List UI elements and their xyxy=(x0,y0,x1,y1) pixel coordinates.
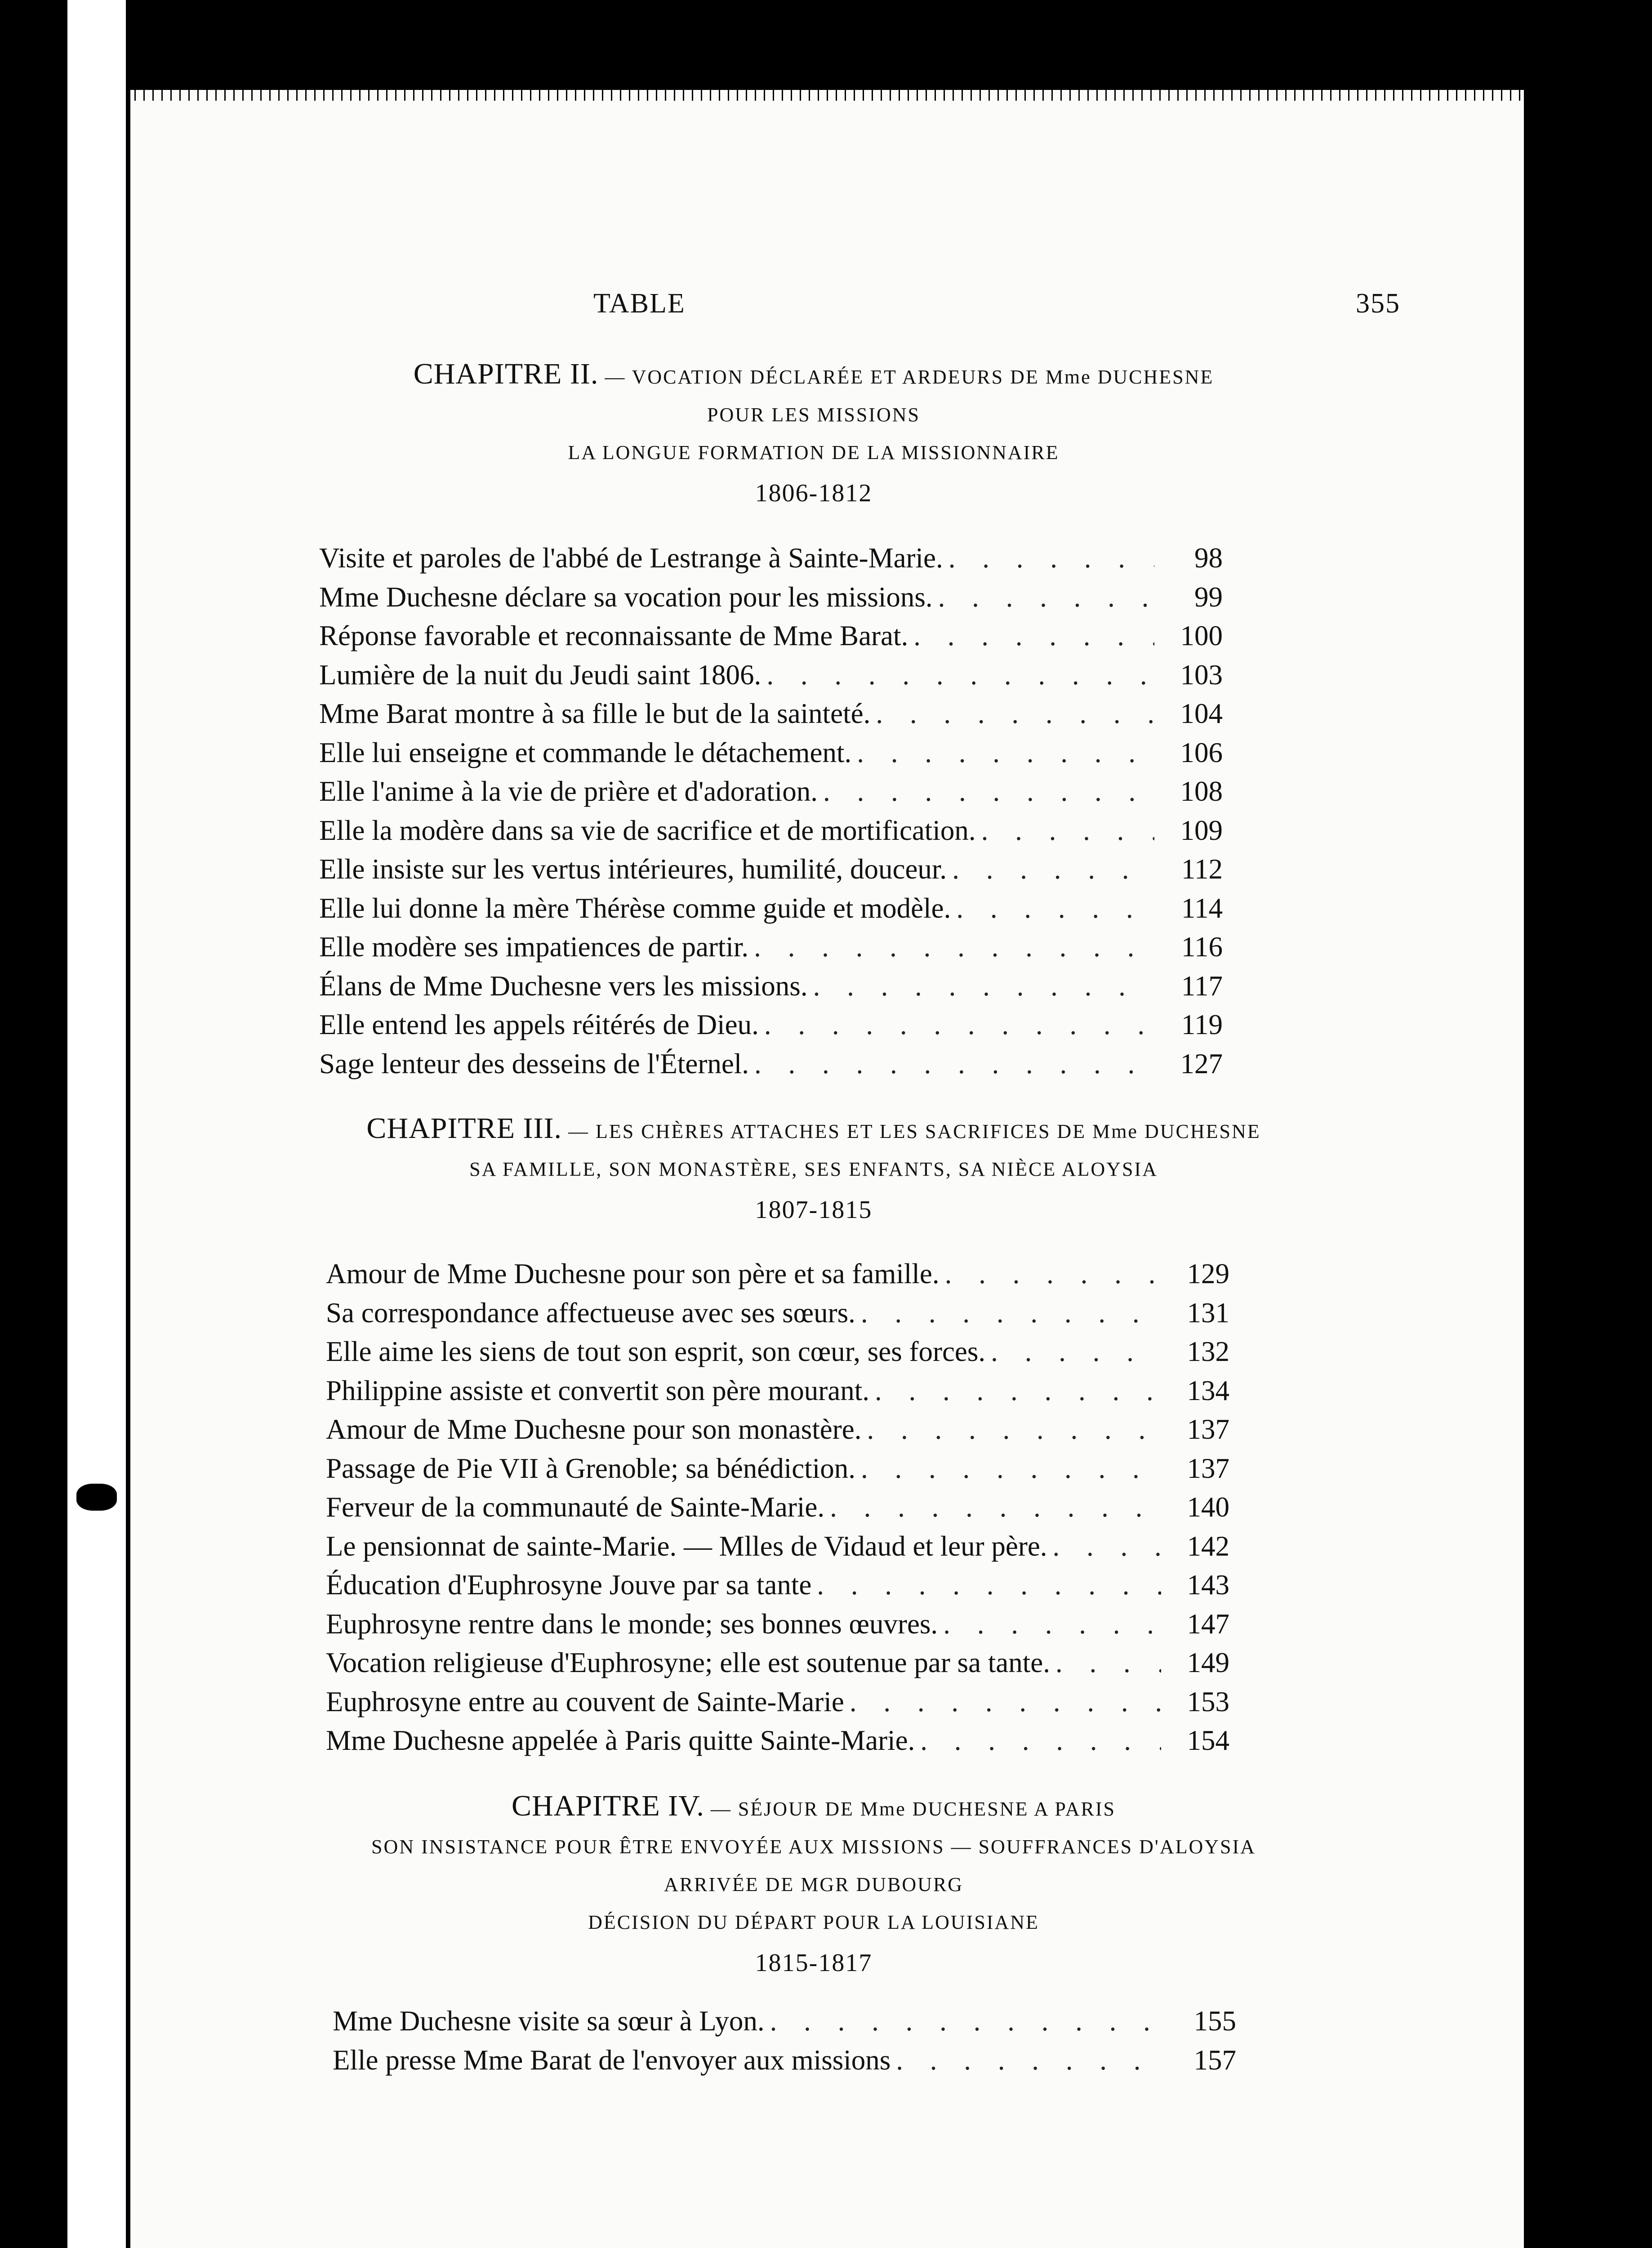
toc-entry-page: 131 xyxy=(1187,1297,1229,1329)
toc-entry xyxy=(319,850,1223,889)
toc-entry xyxy=(319,772,1223,811)
toc-entry-page: 140 xyxy=(1187,1491,1229,1523)
toc-entry-text: Elle lui enseigne et commande le détachement. xyxy=(319,736,852,768)
toc-entry-page: 137 xyxy=(1187,1414,1229,1445)
toc-entry-text: Vocation religieuse d'Euphrosyne; elle est soutenue par sa tante. xyxy=(326,1647,1050,1678)
dot-leader xyxy=(754,928,1154,967)
toc-entry-page: 99 xyxy=(1194,581,1223,613)
running-title: TABLE xyxy=(593,288,686,319)
toc-entry-page: 112 xyxy=(1181,853,1223,885)
chapter-2-subtitle-1: — VOCATION DÉCLARÉE ET ARDEURS DE Mme DUCHESNE xyxy=(605,366,1214,388)
toc-entry-page: 129 xyxy=(1187,1258,1229,1289)
toc-entry-text: Euphrosyne rentre dans le monde; ses bonnes œuvres. xyxy=(326,1608,938,1640)
chapter-4-title-line xyxy=(315,1787,1313,1828)
toc-entry xyxy=(319,889,1223,928)
toc-entry xyxy=(319,1005,1223,1044)
dot-leader xyxy=(956,889,1154,928)
dot-leader xyxy=(875,1371,1161,1410)
toc-entry-text: Elle la modère dans sa vie de sacrifice et de mortification. xyxy=(319,814,976,846)
toc-entry-text: Sa correspondance affectueuse avec ses sœurs. xyxy=(326,1297,855,1329)
dot-leader xyxy=(991,1332,1161,1371)
toc-entry-text: Mme Duchesne visite sa sœur à Lyon. xyxy=(333,2005,765,2037)
ink-blot xyxy=(76,1484,117,1511)
toc-entry-page: 106 xyxy=(1180,736,1223,768)
chapter-4-subtitle-1: — SÉJOUR DE Mme DUCHESNE A PARIS xyxy=(710,1798,1116,1820)
toc-entry-page: 116 xyxy=(1181,931,1223,963)
chapter-4-subtitle-4: DÉCISION DU DÉPART POUR LA LOUISIANE xyxy=(588,1911,1039,1933)
toc-entry-text: Éducation d'Euphrosyne Jouve par sa tante xyxy=(326,1569,812,1601)
toc-entry xyxy=(319,578,1223,617)
toc-entry-page: 117 xyxy=(1181,970,1223,1002)
chapter-3-heading: CHAPITRE III. xyxy=(366,1112,562,1145)
toc-entry xyxy=(326,1682,1229,1722)
dot-leader xyxy=(981,811,1154,850)
toc-entry xyxy=(326,1293,1229,1333)
dot-leader xyxy=(1053,1527,1161,1566)
dot-leader xyxy=(896,2041,1168,2080)
toc-entry xyxy=(326,1371,1229,1410)
toc-entry-text: Ferveur de la communauté de Sainte-Marie. xyxy=(326,1491,825,1523)
dot-leader xyxy=(857,733,1154,772)
toc-entry-page: 119 xyxy=(1181,1009,1223,1040)
dot-leader xyxy=(861,1449,1161,1488)
toc-entry-text: Réponse favorable et reconnaissante de Mme Barat. xyxy=(319,620,908,651)
page-number: 355 xyxy=(1356,288,1400,319)
chapter-4-toc xyxy=(333,2002,1236,2079)
toc-entry xyxy=(326,1449,1229,1488)
toc-entry xyxy=(319,967,1223,1006)
toc-entry-page: 154 xyxy=(1187,1725,1229,1756)
page-top-edge-noise xyxy=(130,90,1524,101)
toc-entry xyxy=(326,1410,1229,1449)
toc-entry-text: Euphrosyne entre au couvent de Sainte-Marie xyxy=(326,1686,844,1717)
toc-entry-page: 134 xyxy=(1187,1374,1229,1406)
toc-entry xyxy=(326,1605,1229,1644)
toc-entry-text: Elle presse Mme Barat de l'envoyer aux missions xyxy=(333,2044,891,2076)
toc-entry xyxy=(326,1332,1229,1371)
toc-entry-text: Elle modère ses impatiences de partir. xyxy=(319,931,749,963)
toc-entry xyxy=(319,616,1223,656)
chapter-2-dates: 1806-1812 xyxy=(755,479,873,507)
toc-entry-page: 108 xyxy=(1180,776,1223,807)
toc-entry-page: 157 xyxy=(1193,2044,1236,2076)
toc-entry xyxy=(333,2041,1236,2080)
dot-leader xyxy=(867,1410,1161,1449)
toc-entry-page: 147 xyxy=(1187,1608,1229,1640)
toc-entry-page: 100 xyxy=(1180,620,1223,651)
chapter-2-subtitle-3: LA LONGUE FORMATION DE LA MISSIONNAIRE xyxy=(568,442,1060,464)
toc-entry-text: Elle aime les siens de tout son esprit, son cœur, ses forces. xyxy=(326,1336,986,1367)
toc-entry-text: Philippine assiste et convertit son père mourant. xyxy=(326,1374,869,1406)
chapter-3-dates: 1807-1815 xyxy=(755,1196,873,1224)
dot-leader xyxy=(770,2002,1168,2041)
chapter-4-heading: CHAPITRE IV. xyxy=(512,1789,704,1822)
chapter-4-heading-block xyxy=(315,1787,1313,1985)
toc-entry xyxy=(319,539,1223,578)
dot-leader xyxy=(945,1254,1161,1293)
toc-entry xyxy=(333,2002,1236,2041)
toc-entry-page: 153 xyxy=(1187,1686,1229,1717)
toc-entry xyxy=(319,694,1223,733)
toc-entry-text: Amour de Mme Duchesne pour son monastère. xyxy=(326,1414,862,1445)
toc-entry-page: 98 xyxy=(1194,542,1223,574)
toc-entry xyxy=(319,928,1223,967)
toc-entry-page: 137 xyxy=(1187,1452,1229,1484)
toc-entry-text: Passage de Pie VII à Grenoble; sa bénédiction. xyxy=(326,1452,855,1484)
toc-entry-text: Elle lui donne la mère Thérèse comme guide et modèle. xyxy=(319,892,951,924)
dot-leader xyxy=(830,1488,1161,1527)
toc-entry-page: 132 xyxy=(1187,1336,1229,1367)
toc-entry-page: 143 xyxy=(1187,1569,1229,1601)
toc-entry-page: 109 xyxy=(1180,814,1223,846)
toc-entry xyxy=(326,1721,1229,1760)
toc-entry xyxy=(319,811,1223,850)
chapter-4-dates: 1815-1817 xyxy=(755,1949,873,1977)
chapter-2-title-line xyxy=(315,355,1313,396)
dot-leader xyxy=(813,967,1154,1006)
toc-entry xyxy=(319,733,1223,772)
toc-entry-text: Mme Barat montre à sa fille le but de la sainteté. xyxy=(319,698,871,729)
dot-leader xyxy=(952,850,1154,889)
chapter-2-heading: CHAPITRE II. xyxy=(413,357,599,390)
dot-leader xyxy=(920,1721,1161,1760)
dot-leader xyxy=(948,539,1154,578)
chapter-2-heading-block xyxy=(315,355,1313,515)
dot-leader xyxy=(823,772,1154,811)
toc-entry-text: Lumière de la nuit du Jeudi saint 1806. xyxy=(319,659,761,691)
chapter-2-toc xyxy=(319,539,1223,1083)
toc-entry-text: Le pensionnat de sainte-Marie. — Mlles de Vidaud et leur père. xyxy=(326,1530,1047,1562)
toc-entry-page: 103 xyxy=(1180,659,1223,691)
dot-leader xyxy=(817,1566,1161,1605)
dot-leader xyxy=(766,656,1154,695)
toc-entry xyxy=(319,656,1223,695)
chapter-3-toc xyxy=(326,1254,1229,1760)
dot-leader xyxy=(1055,1643,1161,1682)
toc-entry-text: Amour de Mme Duchesne pour son père et sa famille. xyxy=(326,1258,940,1289)
dot-leader xyxy=(850,1682,1161,1722)
toc-entry xyxy=(319,1044,1223,1084)
chapter-4-subtitle-2: SON INSISTANCE POUR ÊTRE ENVOYÉE AUX MISSIONS — SOUFFRANCES D'ALOYSIA xyxy=(371,1836,1256,1858)
dot-leader xyxy=(764,1005,1154,1044)
toc-entry-text: Sage lenteur des desseins de l'Éternel. xyxy=(319,1048,749,1079)
dot-leader xyxy=(943,1605,1161,1644)
dot-leader xyxy=(876,694,1154,733)
chapter-3-heading-block xyxy=(315,1110,1313,1231)
dot-leader xyxy=(754,1044,1154,1084)
toc-entry xyxy=(326,1566,1229,1605)
toc-entry-text: Elle l'anime à la vie de prière et d'adoration. xyxy=(319,776,818,807)
toc-entry-text: Elle entend les appels réitérés de Dieu. xyxy=(319,1009,759,1040)
chapter-3-subtitle-2: SA FAMILLE, SON MONASTÈRE, SES ENFANTS, SA NIÈCE ALOYSIA xyxy=(469,1158,1158,1180)
toc-entry-text: Mme Duchesne déclare sa vocation pour les missions. xyxy=(319,581,933,613)
chapter-2-subtitle-2: POUR LES MISSIONS xyxy=(707,404,920,426)
toc-entry-page: 104 xyxy=(1180,698,1223,729)
dot-leader xyxy=(913,616,1154,656)
dot-leader xyxy=(938,578,1154,617)
toc-entry-page: 127 xyxy=(1180,1048,1223,1079)
toc-entry xyxy=(326,1488,1229,1527)
toc-entry-text: Elle insiste sur les vertus intérieures, humilité, douceur. xyxy=(319,853,947,885)
chapter-3-title-line xyxy=(315,1110,1313,1151)
toc-entry-text: Visite et paroles de l'abbé de Lestrange à Sainte-Marie. xyxy=(319,542,943,574)
chapter-3-subtitle-1: — LES CHÈRES ATTACHES ET LES SACRIFICES DE Mme DUCHESNE xyxy=(568,1120,1261,1142)
running-head xyxy=(593,288,1400,320)
toc-entry xyxy=(326,1254,1229,1293)
toc-entry-page: 149 xyxy=(1187,1647,1229,1678)
chapter-4-subtitle-3: ARRIVÉE DE MGR DUBOURG xyxy=(663,1873,964,1896)
toc-entry-text: Mme Duchesne appelée à Paris quitte Sainte-Marie. xyxy=(326,1725,915,1756)
toc-entry-text: Élans de Mme Duchesne vers les missions. xyxy=(319,970,808,1002)
book-spine-edge xyxy=(67,0,126,2248)
toc-entry xyxy=(326,1527,1229,1566)
dot-leader xyxy=(861,1293,1161,1333)
toc-entry xyxy=(326,1643,1229,1682)
toc-entry-page: 114 xyxy=(1181,892,1223,924)
toc-entry-page: 142 xyxy=(1187,1530,1229,1562)
toc-entry-page: 155 xyxy=(1193,2005,1236,2037)
